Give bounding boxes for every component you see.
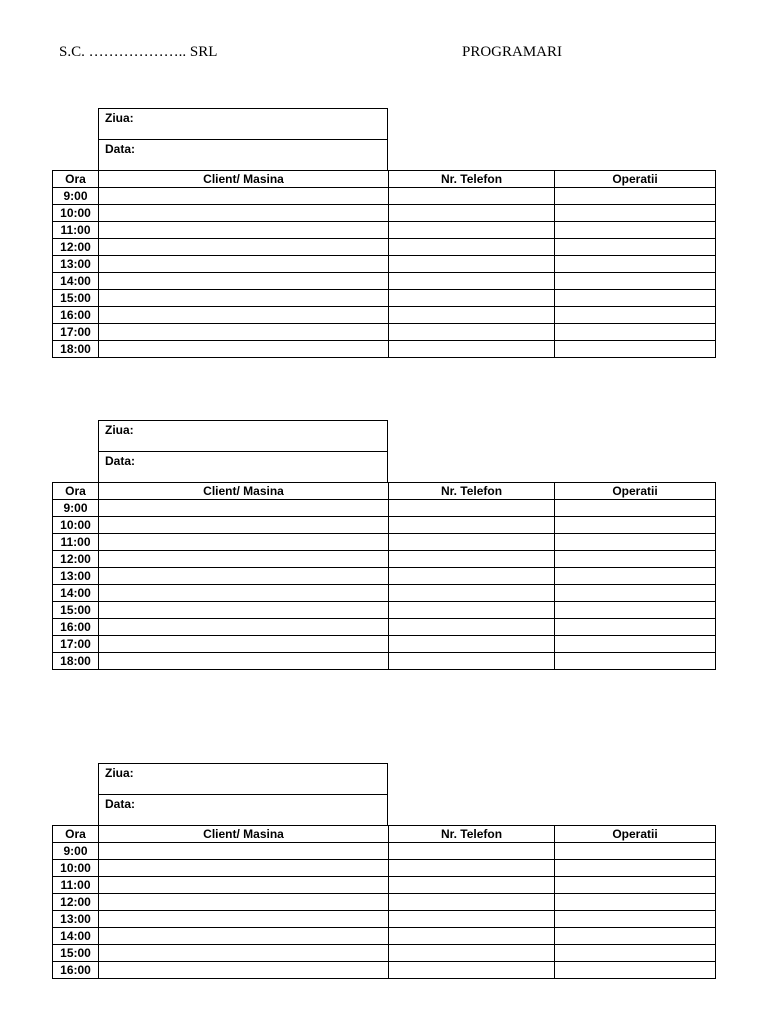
client-cell[interactable] xyxy=(99,307,389,324)
table-row xyxy=(53,636,716,653)
client-cell[interactable] xyxy=(99,517,389,534)
time-cell: 18:00 xyxy=(53,653,99,670)
operations-cell[interactable] xyxy=(555,500,716,517)
table-row xyxy=(53,324,716,341)
operations-cell[interactable] xyxy=(555,517,716,534)
time-cell: 15:00 xyxy=(53,290,99,307)
time-cell: 16:00 xyxy=(53,962,99,979)
client-cell[interactable] xyxy=(99,568,389,585)
table-header-row xyxy=(53,483,716,500)
table-row xyxy=(53,534,716,551)
time-cell: 11:00 xyxy=(53,222,99,239)
time-cell: 16:00 xyxy=(53,619,99,636)
operations-cell[interactable] xyxy=(555,324,716,341)
client-cell[interactable] xyxy=(99,585,389,602)
client-cell[interactable] xyxy=(99,341,389,358)
table-row xyxy=(53,500,716,517)
column-header: Ora xyxy=(53,171,99,188)
date-label: Data: xyxy=(105,797,136,811)
date-field[interactable] xyxy=(99,452,387,483)
column-header: Ora xyxy=(53,826,99,843)
client-cell[interactable] xyxy=(99,205,389,222)
phone-cell[interactable] xyxy=(389,188,555,205)
time-cell: 10:00 xyxy=(53,517,99,534)
phone-cell[interactable] xyxy=(389,534,555,551)
phone-cell[interactable] xyxy=(389,273,555,290)
client-cell[interactable] xyxy=(99,860,389,877)
client-cell[interactable] xyxy=(99,551,389,568)
time-cell: 17:00 xyxy=(53,636,99,653)
time-cell: 14:00 xyxy=(53,273,99,290)
phone-cell[interactable] xyxy=(389,205,555,222)
time-cell: 13:00 xyxy=(53,911,99,928)
table-row xyxy=(53,273,716,290)
operations-cell[interactable] xyxy=(555,602,716,619)
phone-cell[interactable] xyxy=(389,619,555,636)
client-cell[interactable] xyxy=(99,877,389,894)
operations-cell[interactable] xyxy=(555,341,716,358)
day-info-box xyxy=(98,108,388,171)
client-cell[interactable] xyxy=(99,500,389,517)
column-header: Operatii xyxy=(555,826,716,843)
table-row xyxy=(53,551,716,568)
column-header: Client/ Masina xyxy=(99,171,389,188)
time-cell: 15:00 xyxy=(53,602,99,619)
day-label: Ziua: xyxy=(105,111,134,125)
time-cell: 9:00 xyxy=(53,500,99,517)
table-row xyxy=(53,877,716,894)
day-field[interactable] xyxy=(99,109,387,140)
column-header: Ora xyxy=(53,483,99,500)
client-cell[interactable] xyxy=(99,653,389,670)
table-row xyxy=(53,653,716,670)
phone-cell[interactable] xyxy=(389,324,555,341)
phone-cell[interactable] xyxy=(389,653,555,670)
table-row xyxy=(53,256,716,273)
operations-cell[interactable] xyxy=(555,894,716,911)
operations-cell[interactable] xyxy=(555,205,716,222)
day-label: Ziua: xyxy=(105,423,134,437)
column-header: Operatii xyxy=(555,483,716,500)
operations-cell[interactable] xyxy=(555,911,716,928)
phone-cell[interactable] xyxy=(389,341,555,358)
time-cell: 9:00 xyxy=(53,188,99,205)
date-field[interactable] xyxy=(99,795,387,826)
column-header: Client/ Masina xyxy=(99,483,389,500)
time-cell: 15:00 xyxy=(53,945,99,962)
time-cell: 12:00 xyxy=(53,551,99,568)
phone-cell[interactable] xyxy=(389,290,555,307)
phone-cell[interactable] xyxy=(389,894,555,911)
table-row xyxy=(53,962,716,979)
day-field[interactable] xyxy=(99,421,387,452)
table-row xyxy=(53,602,716,619)
phone-cell[interactable] xyxy=(389,585,555,602)
operations-cell[interactable] xyxy=(555,619,716,636)
table-row xyxy=(53,517,716,534)
table-row xyxy=(53,341,716,358)
time-cell: 16:00 xyxy=(53,307,99,324)
phone-cell[interactable] xyxy=(389,239,555,256)
operations-cell[interactable] xyxy=(555,945,716,962)
client-cell[interactable] xyxy=(99,256,389,273)
time-cell: 11:00 xyxy=(53,534,99,551)
operations-cell[interactable] xyxy=(555,256,716,273)
client-cell[interactable] xyxy=(99,619,389,636)
table-row xyxy=(53,222,716,239)
time-cell: 12:00 xyxy=(53,239,99,256)
client-cell[interactable] xyxy=(99,602,389,619)
operations-cell[interactable] xyxy=(555,568,716,585)
operations-cell[interactable] xyxy=(555,585,716,602)
column-header: Client/ Masina xyxy=(99,826,389,843)
phone-cell[interactable] xyxy=(389,568,555,585)
operations-cell[interactable] xyxy=(555,843,716,860)
column-header: Operatii xyxy=(555,171,716,188)
operations-cell[interactable] xyxy=(555,636,716,653)
client-cell[interactable] xyxy=(99,534,389,551)
operations-cell[interactable] xyxy=(555,962,716,979)
phone-cell[interactable] xyxy=(389,551,555,568)
table-header-row xyxy=(53,826,716,843)
phone-cell[interactable] xyxy=(389,222,555,239)
phone-cell[interactable] xyxy=(389,877,555,894)
phone-cell[interactable] xyxy=(389,945,555,962)
time-cell: 13:00 xyxy=(53,256,99,273)
time-cell: 12:00 xyxy=(53,894,99,911)
column-header: Nr. Telefon xyxy=(389,826,555,843)
table-row xyxy=(53,619,716,636)
client-cell[interactable] xyxy=(99,636,389,653)
operations-cell[interactable] xyxy=(555,222,716,239)
phone-cell[interactable] xyxy=(389,911,555,928)
day-field[interactable] xyxy=(99,764,387,795)
phone-cell[interactable] xyxy=(389,962,555,979)
client-cell[interactable] xyxy=(99,911,389,928)
appointments-table xyxy=(52,482,716,670)
date-field[interactable] xyxy=(99,140,387,171)
document-title: PROGRAMARI xyxy=(462,44,563,60)
table-row xyxy=(53,928,716,945)
time-cell: 13:00 xyxy=(53,568,99,585)
operations-cell[interactable] xyxy=(555,239,716,256)
time-cell: 14:00 xyxy=(53,585,99,602)
operations-cell[interactable] xyxy=(555,290,716,307)
client-cell[interactable] xyxy=(99,188,389,205)
appointments-table xyxy=(52,170,716,358)
operations-cell[interactable] xyxy=(555,273,716,290)
client-cell[interactable] xyxy=(99,273,389,290)
day-info-box xyxy=(98,763,388,826)
day-info-box xyxy=(98,420,388,483)
table-row xyxy=(53,585,716,602)
client-cell[interactable] xyxy=(99,222,389,239)
phone-cell[interactable] xyxy=(389,928,555,945)
table-row xyxy=(53,894,716,911)
time-cell: 9:00 xyxy=(53,843,99,860)
table-row xyxy=(53,860,716,877)
client-cell[interactable] xyxy=(99,239,389,256)
phone-cell[interactable] xyxy=(389,860,555,877)
phone-cell[interactable] xyxy=(389,517,555,534)
phone-cell[interactable] xyxy=(389,602,555,619)
time-cell: 17:00 xyxy=(53,324,99,341)
phone-cell[interactable] xyxy=(389,307,555,324)
operations-cell[interactable] xyxy=(555,653,716,670)
client-cell[interactable] xyxy=(99,894,389,911)
client-cell[interactable] xyxy=(99,945,389,962)
phone-cell[interactable] xyxy=(389,500,555,517)
client-cell[interactable] xyxy=(99,962,389,979)
operations-cell[interactable] xyxy=(555,307,716,324)
column-header: Nr. Telefon xyxy=(389,171,555,188)
client-cell[interactable] xyxy=(99,290,389,307)
appointments-table xyxy=(52,825,716,979)
table-row xyxy=(53,188,716,205)
time-cell: 10:00 xyxy=(53,860,99,877)
operations-cell[interactable] xyxy=(555,534,716,551)
client-cell[interactable] xyxy=(99,843,389,860)
operations-cell[interactable] xyxy=(555,551,716,568)
date-label: Data: xyxy=(105,142,136,156)
table-row xyxy=(53,290,716,307)
column-header: Nr. Telefon xyxy=(389,483,555,500)
client-cell[interactable] xyxy=(99,324,389,341)
phone-cell[interactable] xyxy=(389,636,555,653)
table-row xyxy=(53,945,716,962)
date-label: Data: xyxy=(105,454,136,468)
operations-cell[interactable] xyxy=(555,188,716,205)
table-row xyxy=(53,843,716,860)
time-cell: 14:00 xyxy=(53,928,99,945)
table-row xyxy=(53,307,716,324)
day-label: Ziua: xyxy=(105,766,134,780)
time-cell: 11:00 xyxy=(53,877,99,894)
phone-cell[interactable] xyxy=(389,843,555,860)
client-cell[interactable] xyxy=(99,928,389,945)
phone-cell[interactable] xyxy=(389,256,555,273)
table-row xyxy=(53,911,716,928)
operations-cell[interactable] xyxy=(555,860,716,877)
operations-cell[interactable] xyxy=(555,928,716,945)
time-cell: 10:00 xyxy=(53,205,99,222)
table-header-row xyxy=(53,171,716,188)
table-row xyxy=(53,568,716,585)
time-cell: 18:00 xyxy=(53,341,99,358)
operations-cell[interactable] xyxy=(555,877,716,894)
table-row xyxy=(53,205,716,222)
company-name: S.C. ……………….. SRL xyxy=(59,44,218,60)
table-row xyxy=(53,239,716,256)
